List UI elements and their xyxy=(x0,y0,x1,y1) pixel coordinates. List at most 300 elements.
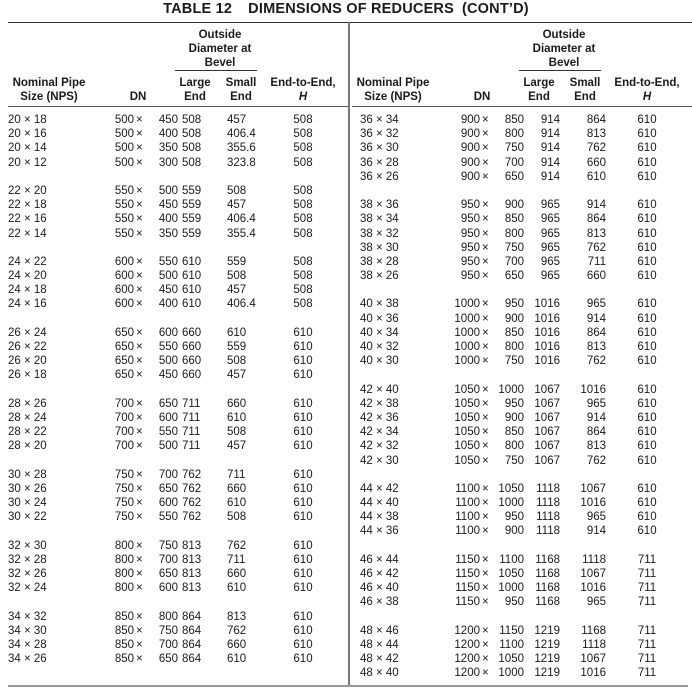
end-to-end-cell: 610 xyxy=(637,156,657,169)
dn-times: × xyxy=(482,667,489,680)
large-end-cell: 610 xyxy=(182,284,202,297)
small-end-cell: 457 xyxy=(227,369,247,382)
nps-cell: 28 × 26 xyxy=(8,397,47,410)
nps-cell: 34 × 32 xyxy=(8,610,47,623)
dn-small-cell: 900 xyxy=(504,312,524,325)
large-end-cell: 1016 xyxy=(534,298,560,311)
dn-times: × xyxy=(136,369,143,382)
nps-cell: 48 × 46 xyxy=(360,624,399,637)
dn-large-cell: 550 xyxy=(114,184,134,197)
dn-small-cell: 1100 xyxy=(499,553,524,566)
dn-small-cell: 800 xyxy=(158,610,178,623)
small-end-cell: 864 xyxy=(586,326,606,339)
end-to-end-cell: 610 xyxy=(637,397,657,410)
end-to-end-cell: 711 xyxy=(637,667,657,680)
small-end-cell: 762 xyxy=(586,241,606,254)
large-end-cell: 1168 xyxy=(535,568,560,580)
header-large-end xyxy=(175,76,215,104)
table-row xyxy=(8,212,348,226)
large-end-cell: 762 xyxy=(182,497,202,510)
large-end-cell: 559 xyxy=(182,199,202,212)
small-end-cell: 508 xyxy=(227,184,247,197)
end-to-end-cell: 610 xyxy=(637,497,657,510)
large-end-cell: 1067 xyxy=(534,454,560,467)
dn-times: × xyxy=(482,326,489,339)
nps-cell: 48 × 42 xyxy=(360,653,399,666)
header-large-end xyxy=(519,76,559,104)
dn-times: × xyxy=(136,142,143,155)
dn-large-cell: 550 xyxy=(114,199,134,212)
table-row xyxy=(8,354,348,368)
table-row xyxy=(352,212,692,226)
table-number: TABLE 12 xyxy=(163,1,233,17)
large-end-cell: 965 xyxy=(540,270,560,283)
large-end-cell: 914 xyxy=(540,170,560,183)
header-nps-line2: Size (NPS) xyxy=(20,91,78,103)
dn-small-cell: 450 xyxy=(158,284,178,297)
table-body xyxy=(352,107,692,681)
header-large-end-line1: Large xyxy=(179,77,211,89)
end-to-end-cell: 610 xyxy=(293,638,313,651)
small-end-cell: 1016 xyxy=(580,383,606,396)
dn-large-cell: 550 xyxy=(114,213,134,226)
nps-cell: 38 × 34 xyxy=(360,213,399,226)
large-end-cell: 508 xyxy=(182,128,202,141)
large-end-cell: 660 xyxy=(182,369,202,382)
end-to-end-cell: 508 xyxy=(293,156,313,169)
dn-times: × xyxy=(482,312,489,325)
dn-times: × xyxy=(482,114,489,126)
nps-cell: 24 × 20 xyxy=(8,270,47,283)
table-row xyxy=(352,354,692,368)
small-end-cell: 1067 xyxy=(580,482,606,495)
dn-small-cell: 550 xyxy=(158,255,178,268)
dn-large-cell: 900 xyxy=(460,170,480,183)
large-end-cell: 762 xyxy=(182,511,202,524)
dn-large-cell: 800 xyxy=(114,553,134,566)
nps-cell: 38 × 36 xyxy=(360,199,399,212)
table-row xyxy=(8,397,348,411)
end-to-end-cell: 508 xyxy=(293,199,313,212)
table-row xyxy=(8,496,348,510)
dn-large-cell: 700 xyxy=(114,397,134,410)
dn-large-cell: 750 xyxy=(114,468,134,481)
large-end-cell: 1016 xyxy=(534,312,560,325)
table-row xyxy=(352,666,692,680)
table-row xyxy=(352,269,692,283)
end-to-end-cell: 610 xyxy=(637,454,657,467)
small-end-cell: 914 xyxy=(586,312,606,325)
dn-times: × xyxy=(136,624,143,637)
large-end-cell: 610 xyxy=(182,298,202,311)
small-end-cell: 762 xyxy=(586,355,606,368)
small-end-cell: 457 xyxy=(227,440,247,453)
dn-small-cell: 1150 xyxy=(499,624,524,637)
table-row xyxy=(352,425,692,439)
column-divider xyxy=(348,22,350,687)
right-table xyxy=(352,22,692,681)
small-end-cell: 660 xyxy=(586,270,606,283)
dn-large-cell: 900 xyxy=(460,156,480,169)
dn-times: × xyxy=(482,255,489,268)
end-to-end-cell: 610 xyxy=(637,255,657,268)
dn-times: × xyxy=(136,638,143,651)
nps-cell: 22 × 14 xyxy=(8,227,47,240)
dn-times: × xyxy=(136,468,143,481)
table-row xyxy=(8,624,348,638)
dn-small-cell: 750 xyxy=(504,355,524,368)
dn-large-cell: 1000 xyxy=(454,312,480,325)
large-end-cell: 965 xyxy=(540,213,560,226)
small-end-cell: 813 xyxy=(227,610,247,623)
dn-small-cell: 700 xyxy=(158,553,178,566)
dn-times: × xyxy=(136,511,143,524)
end-to-end-cell: 508 xyxy=(293,184,313,197)
small-end-cell: 965 xyxy=(586,397,606,410)
nps-cell: 36 × 26 xyxy=(360,170,399,183)
small-end-cell: 1067 xyxy=(580,568,606,580)
small-end-cell: 610 xyxy=(227,411,247,424)
small-end-cell: 813 xyxy=(586,440,606,453)
group-spacer xyxy=(8,595,348,609)
end-to-end-cell: 610 xyxy=(293,468,313,481)
large-end-cell: 914 xyxy=(540,156,560,169)
dn-times: × xyxy=(482,426,489,439)
table-row xyxy=(352,297,692,311)
small-end-cell: 610 xyxy=(227,582,247,595)
dn-times: × xyxy=(136,326,143,339)
dn-large-cell: 950 xyxy=(460,227,480,240)
dn-small-cell: 1050 xyxy=(498,568,524,580)
dn-small-cell: 750 xyxy=(158,539,178,552)
header-small-end-line2: End xyxy=(574,91,596,103)
dn-large-cell: 700 xyxy=(114,440,134,453)
nps-cell: 26 × 22 xyxy=(8,341,47,353)
dn-times: × xyxy=(136,114,143,126)
large-end-cell: 711 xyxy=(182,411,201,424)
nps-cell: 32 × 30 xyxy=(8,539,47,552)
large-end-cell: 1219 xyxy=(534,638,560,651)
small-end-cell: 762 xyxy=(586,142,606,155)
large-end-cell: 762 xyxy=(182,468,202,481)
dn-times: × xyxy=(136,553,143,566)
dn-small-cell: 1000 xyxy=(498,667,524,680)
small-end-cell: 559 xyxy=(227,341,247,353)
dn-large-cell: 800 xyxy=(114,568,134,580)
nps-cell: 44 × 36 xyxy=(360,525,399,538)
large-end-cell: 1118 xyxy=(536,525,560,538)
large-end-cell: 965 xyxy=(540,199,560,212)
header-small-end-line1: Small xyxy=(225,77,257,89)
dn-large-cell: 550 xyxy=(114,227,134,240)
large-end-cell: 813 xyxy=(182,568,202,580)
header-nps-line2: Size (NPS) xyxy=(364,91,422,103)
end-to-end-cell: 610 xyxy=(293,440,313,453)
dn-small-cell: 950 xyxy=(504,298,524,311)
nps-cell: 24 × 16 xyxy=(8,298,47,311)
table-row xyxy=(8,567,348,581)
large-end-cell: 1067 xyxy=(534,397,560,410)
small-end-cell: 1016 xyxy=(580,582,606,595)
nps-cell: 42 × 36 xyxy=(360,411,399,424)
table-caption: DIMENSIONS OF REDUCERS xyxy=(248,1,454,17)
dn-small-cell: 950 xyxy=(504,596,524,609)
dn-small-cell: 800 xyxy=(504,341,524,353)
dn-times: × xyxy=(136,156,143,169)
header-end-to-end-line2: H xyxy=(642,91,652,103)
small-end-cell: 864 xyxy=(586,426,606,439)
header-dn: DN xyxy=(129,91,147,103)
table-row xyxy=(8,340,348,354)
dn-times: × xyxy=(482,170,489,183)
group-spacer xyxy=(8,454,348,468)
table-row xyxy=(352,411,692,425)
table-row xyxy=(352,496,692,510)
nps-cell: 46 × 42 xyxy=(360,568,399,580)
end-to-end-cell: 610 xyxy=(293,511,313,524)
dn-times: × xyxy=(136,199,143,212)
table-row xyxy=(352,241,692,255)
small-end-cell: 457 xyxy=(227,284,247,297)
large-end-cell: 813 xyxy=(182,553,202,566)
group-spacer xyxy=(352,283,692,297)
end-to-end-cell: 508 xyxy=(293,114,313,126)
table-row xyxy=(8,468,348,482)
small-end-cell: 1168 xyxy=(581,624,606,637)
small-end-cell: 610 xyxy=(227,497,247,510)
large-end-cell: 711 xyxy=(182,426,201,439)
nps-cell: 26 × 20 xyxy=(8,355,47,368)
header-end-to-end xyxy=(263,76,343,104)
table-row xyxy=(8,652,348,666)
nps-cell: 22 × 16 xyxy=(8,213,47,226)
header-outside-diameter xyxy=(175,28,265,70)
nps-cell: 20 × 14 xyxy=(8,142,47,155)
dn-small-cell: 750 xyxy=(504,454,524,467)
dn-small-cell: 1100 xyxy=(499,638,524,651)
dn-times: × xyxy=(482,440,489,453)
small-end-cell: 355.6 xyxy=(227,142,256,155)
large-end-cell: 1219 xyxy=(534,653,560,666)
end-to-end-cell: 610 xyxy=(293,553,313,566)
small-end-cell: 762 xyxy=(586,454,606,467)
small-end-cell: 711 xyxy=(227,553,246,566)
table-row xyxy=(8,227,348,241)
group-spacer xyxy=(8,524,348,538)
dn-large-cell: 1100 xyxy=(455,482,480,495)
small-end-cell: 914 xyxy=(586,525,606,538)
table-row xyxy=(8,269,348,283)
nps-cell: 24 × 22 xyxy=(8,255,47,268)
dn-small-cell: 600 xyxy=(158,497,178,510)
group-spacer xyxy=(8,383,348,397)
table-row xyxy=(352,567,692,581)
end-to-end-cell: 610 xyxy=(637,326,657,339)
dn-small-cell: 600 xyxy=(158,411,178,424)
nps-cell: 36 × 28 xyxy=(360,156,399,169)
dn-small-cell: 800 xyxy=(504,227,524,240)
small-end-cell: 508 xyxy=(227,270,247,283)
dn-small-cell: 700 xyxy=(158,468,178,481)
end-to-end-cell: 610 xyxy=(293,355,313,368)
small-end-cell: 914 xyxy=(586,411,606,424)
table-row xyxy=(8,439,348,453)
dn-large-cell: 1150 xyxy=(455,568,480,580)
table-row xyxy=(352,141,692,155)
table-row xyxy=(8,510,348,524)
od-group-underline xyxy=(519,70,601,71)
table-row xyxy=(8,113,348,127)
end-to-end-cell: 610 xyxy=(637,440,657,453)
end-to-end-cell: 711 xyxy=(637,582,657,595)
dn-small-cell: 550 xyxy=(158,426,178,439)
large-end-cell: 965 xyxy=(540,241,560,254)
dn-times: × xyxy=(136,397,143,410)
large-end-cell: 965 xyxy=(540,255,560,268)
nps-cell: 30 × 28 xyxy=(8,468,47,481)
dn-times: × xyxy=(482,241,489,254)
small-end-cell: 864 xyxy=(586,213,606,226)
end-to-end-cell: 610 xyxy=(637,312,657,325)
dn-large-cell: 850 xyxy=(114,653,134,666)
nps-cell: 38 × 30 xyxy=(360,241,399,254)
table-row xyxy=(8,127,348,141)
dn-large-cell: 850 xyxy=(114,624,134,637)
dn-times: × xyxy=(482,624,489,637)
small-end-cell: 610 xyxy=(586,170,606,183)
dn-times: × xyxy=(482,596,489,609)
dn-times: × xyxy=(482,383,489,396)
nps-cell: 30 × 24 xyxy=(8,497,47,510)
dn-large-cell: 650 xyxy=(114,355,134,368)
nps-cell: 46 × 40 xyxy=(360,582,399,595)
dn-large-cell: 500 xyxy=(114,128,134,141)
dn-large-cell: 950 xyxy=(460,255,480,268)
nps-cell: 40 × 32 xyxy=(360,341,399,353)
large-end-cell: 813 xyxy=(182,539,202,552)
large-end-cell: 1016 xyxy=(534,355,560,368)
dn-large-cell: 1050 xyxy=(454,383,480,396)
nps-cell: 48 × 44 xyxy=(360,638,399,651)
dn-times: × xyxy=(482,497,489,510)
large-end-cell: 1067 xyxy=(534,440,560,453)
dn-large-cell: 950 xyxy=(460,270,480,283)
dn-large-cell: 1000 xyxy=(454,355,480,368)
dn-large-cell: 750 xyxy=(114,511,134,524)
end-to-end-cell: 610 xyxy=(637,213,657,226)
dn-small-cell: 700 xyxy=(158,638,178,651)
dn-times: × xyxy=(136,255,143,268)
nps-cell: 44 × 42 xyxy=(360,482,399,495)
table-row xyxy=(352,170,692,184)
table-row xyxy=(352,156,692,170)
dn-times: × xyxy=(482,653,489,666)
large-end-cell: 813 xyxy=(182,582,202,595)
table-row xyxy=(352,113,692,127)
large-end-cell: 864 xyxy=(182,653,202,666)
end-to-end-cell: 610 xyxy=(637,383,657,396)
table-suffix: (CONT’D) xyxy=(461,1,529,17)
small-end-cell: 508 xyxy=(227,511,247,524)
dn-large-cell: 700 xyxy=(114,426,134,439)
nps-cell: 30 × 26 xyxy=(8,482,47,495)
header-dn: DN xyxy=(473,91,491,103)
small-end-cell: 1118 xyxy=(582,638,606,651)
small-end-cell: 1016 xyxy=(580,497,606,510)
end-to-end-cell: 610 xyxy=(293,539,313,552)
end-to-end-cell: 508 xyxy=(293,142,313,155)
small-end-cell: 813 xyxy=(586,128,606,141)
end-to-end-cell: 610 xyxy=(293,610,313,623)
dn-small-cell: 550 xyxy=(158,341,178,353)
dn-times: × xyxy=(482,638,489,651)
large-end-cell: 660 xyxy=(182,326,202,339)
dn-small-cell: 650 xyxy=(504,170,524,183)
dn-times: × xyxy=(136,653,143,666)
large-end-cell: 965 xyxy=(540,227,560,240)
dn-times: × xyxy=(482,227,489,240)
dn-large-cell: 1050 xyxy=(454,454,480,467)
header-outside-diameter xyxy=(519,28,609,70)
dn-small-cell: 650 xyxy=(158,568,178,580)
dn-times: × xyxy=(136,568,143,580)
dn-large-cell: 850 xyxy=(114,610,134,623)
large-end-cell: 914 xyxy=(540,142,560,155)
small-end-cell: 711 xyxy=(227,468,246,481)
group-spacer xyxy=(352,610,692,624)
end-to-end-cell: 610 xyxy=(637,114,657,126)
nps-cell: 30 × 22 xyxy=(8,511,47,524)
table-row xyxy=(8,425,348,439)
nps-cell: 26 × 18 xyxy=(8,369,47,382)
large-end-cell: 1168 xyxy=(535,553,560,566)
dn-times: × xyxy=(136,482,143,495)
dn-times: × xyxy=(482,298,489,311)
nps-cell: 44 × 38 xyxy=(360,511,399,524)
nps-cell: 32 × 28 xyxy=(8,553,47,566)
table-row xyxy=(8,482,348,496)
small-end-cell: 813 xyxy=(586,227,606,240)
large-end-cell: 864 xyxy=(182,624,202,637)
dn-large-cell: 950 xyxy=(460,241,480,254)
dn-large-cell: 650 xyxy=(114,369,134,382)
table-row xyxy=(352,326,692,340)
end-to-end-cell: 508 xyxy=(293,213,313,226)
table-row xyxy=(8,553,348,567)
dn-times: × xyxy=(482,199,489,212)
dn-small-cell: 950 xyxy=(504,397,524,410)
small-end-cell: 762 xyxy=(227,624,247,637)
od-line: Diameter at xyxy=(532,43,596,55)
end-to-end-cell: 610 xyxy=(293,426,313,439)
end-to-end-cell: 711 xyxy=(637,638,657,651)
small-end-cell: 914 xyxy=(586,199,606,212)
large-end-cell: 1016 xyxy=(534,326,560,339)
dn-small-cell: 600 xyxy=(158,326,178,339)
table-row xyxy=(8,156,348,170)
large-end-cell: 660 xyxy=(182,355,202,368)
table-row xyxy=(352,482,692,496)
dn-small-cell: 450 xyxy=(158,369,178,382)
dn-small-cell: 1000 xyxy=(498,383,524,396)
large-end-cell: 1168 xyxy=(535,596,560,609)
dn-small-cell: 500 xyxy=(158,440,178,453)
small-end-cell: 610 xyxy=(227,653,247,666)
large-end-cell: 1219 xyxy=(534,624,560,637)
dn-large-cell: 600 xyxy=(114,270,134,283)
header-small-end xyxy=(565,76,605,104)
end-to-end-cell: 711 xyxy=(637,653,657,666)
